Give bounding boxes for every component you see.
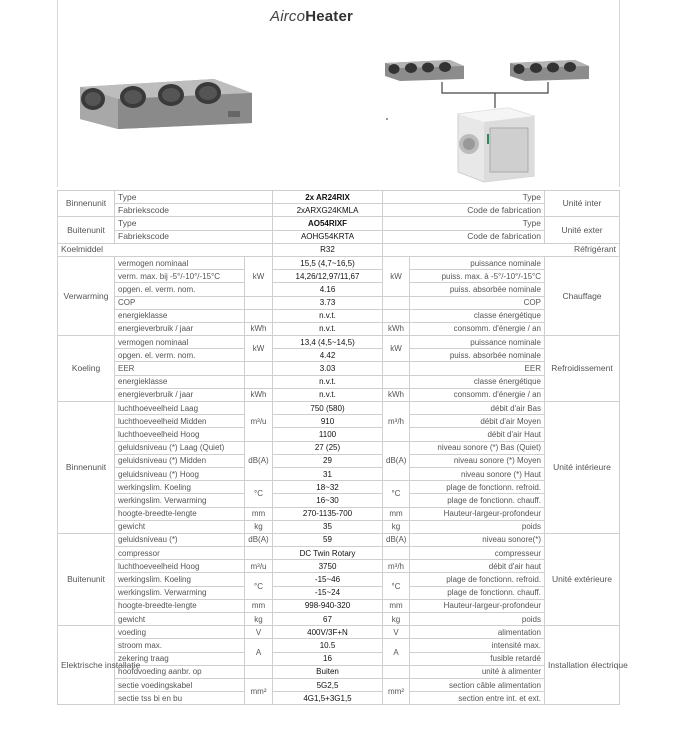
section-label-nl: Buitenunit [58,217,115,243]
image-caption-dot [386,118,388,120]
unit-nl: mm [245,507,273,520]
unit-nl: A [245,639,273,665]
table-row [58,375,620,388]
row-label-fr: poids [410,520,545,533]
row-label-fr: débit d'air Moyen [410,415,545,428]
unit-fr: kWh [383,388,410,401]
row-label-fr: consomm. d'énergie / an [410,388,545,401]
row-label-nl: hoogte-breedte-lengte [115,599,245,612]
unit-fr: dB(A) [383,533,410,546]
unit-fr [383,547,410,560]
row-label-fr: Type [383,191,545,204]
row-value: 29 [273,454,383,467]
unit-nl: mm² [245,678,273,704]
row-label-fr: COP [410,296,545,309]
row-label-fr: section entre int. et ext. [410,692,545,705]
table-row [58,336,620,349]
row-label-fr: débit d'air Bas [410,402,545,415]
row-label-nl: energieverbruik / jaar [115,388,245,401]
row-value: -15~24 [273,586,383,599]
unit-fr: kg [383,613,410,626]
row-value: 4G1,5+3G1,5 [273,692,383,705]
table-row [58,586,620,599]
row-label-fr: plage de fonctionn. refroid. [410,481,545,494]
row-label-nl: geluidsniveau (*) Midden [115,454,245,467]
row-label-fr: fusible retardé [410,652,545,665]
row-label-nl: Type [115,191,273,204]
refrigerant-label-nl: Koelmiddel [58,243,273,256]
unit-nl: kg [245,613,273,626]
row-label-nl: luchthoeveelheid Hoog [115,428,245,441]
row-label-nl: EER [115,362,245,375]
unit-fr: °C [383,481,410,507]
row-label-fr: consomm. d'énergie / an [410,322,545,335]
row-value: 2x AR24RIX [273,191,383,204]
unit-nl: dB(A) [245,441,273,481]
section-label-fr: Unité extérieure [545,533,620,625]
unit-fr: m³/h [383,402,410,442]
unit-fr: kW [383,336,410,362]
row-label-fr: plage de fonctionn. chauff. [410,586,545,599]
row-value: 59 [273,533,383,546]
row-value: 67 [273,613,383,626]
row-label-nl: geluidsniveau (*) [115,533,245,546]
table-row [58,547,620,560]
table-row [58,441,620,454]
table-row [58,454,620,467]
unit-nl [245,296,273,309]
unit-nl [245,547,273,560]
table-row [58,362,620,375]
row-value: 3750 [273,560,383,573]
table-row [58,533,620,546]
unit-fr: kWh [383,322,410,335]
table-row [58,309,620,322]
section-label-fr: Unité intérieure [545,402,620,534]
row-label-nl: werkingslim. Verwarming [115,494,245,507]
row-label-fr: Code de fabrication [383,230,545,243]
row-label-fr: puiss. absorbée nominale [410,349,545,362]
row-label-nl: energieverbruik / jaar [115,322,245,335]
unit-nl [245,309,273,322]
row-value: 750 (580) [273,402,383,415]
row-label-fr: débit d'air Haut [410,428,545,441]
unit-nl [245,375,273,388]
row-label-nl: voeding [115,626,245,639]
table-row [58,428,620,441]
unit-nl [245,362,273,375]
unit-nl: °C [245,481,273,507]
table-row [58,481,620,494]
row-value: 1100 [273,428,383,441]
row-label-nl: zekering traag [115,652,245,665]
row-label-nl: luchthoeveelheid Laag [115,402,245,415]
table-row [58,520,620,533]
unit-nl: kW [245,256,273,296]
row-label-nl: verm. max. bij -5°/-10°/-15°C [115,270,245,283]
row-label-fr: niveau sonore (*) Haut [410,467,545,480]
row-label-nl: gewicht [115,613,245,626]
section-label-nl: Elektrische installatie [58,626,115,705]
table-row [58,678,620,691]
section-label-nl: Verwarming [58,256,115,335]
row-label-fr: intensité max. [410,639,545,652]
table-row [58,283,620,296]
table-row [58,270,620,283]
table-row [58,217,620,230]
table-row [58,692,620,705]
table-row [58,402,620,415]
unit-nl [245,665,273,678]
row-value: 31 [273,467,383,480]
row-label-fr: niveau sonore (*) Moyen [410,454,545,467]
row-label-nl: energieklasse [115,375,245,388]
row-value: 13,4 (4,5~14,5) [273,336,383,349]
row-value: 998-940-320 [273,599,383,612]
row-value: AO54RIXF [273,217,383,230]
row-label-nl: geluidsniveau (*) Laag (Quiet) [115,441,245,454]
row-label-fr: classe énergétique [410,309,545,322]
unit-fr: mm² [383,678,410,704]
row-value: 27 (25) [273,441,383,454]
row-label-nl: luchthoeveelheid Midden [115,415,245,428]
row-value: 400V/3F+N [273,626,383,639]
row-label-fr: Hauteur-largeur-profondeur [410,507,545,520]
unit-fr: dB(A) [383,441,410,481]
row-label-fr: puissance nominale [410,256,545,269]
row-value: -15~46 [273,573,383,586]
unit-fr: kg [383,520,410,533]
table-row [58,613,620,626]
row-label-nl: geluidsniveau (*) Hoog [115,467,245,480]
unit-nl: dB(A) [245,533,273,546]
row-value: 2xARXG24KMLA [273,204,383,217]
row-label-fr: EER [410,362,545,375]
spec-table [57,190,628,705]
row-label-nl: energieklasse [115,309,245,322]
row-label-nl: hoofdvoeding aanbr. op [115,665,245,678]
unit-fr: m³/h [383,560,410,573]
row-label-nl: vermogen nominaal [115,256,245,269]
unit-fr: V [383,626,410,639]
brand-logo-part1: Airco [270,8,306,25]
section-label-nl: Binnenunit [58,402,115,534]
row-value: 3.03 [273,362,383,375]
ducted-indoor-unit-small-1-image [384,58,466,82]
unit-nl: V [245,626,273,639]
table-row [58,573,620,586]
table-row [58,467,620,480]
row-value: 3.73 [273,296,383,309]
row-value: 4.16 [273,283,383,296]
refrigerant-value: R32 [273,243,383,256]
row-label-nl: werkingslim. Koeling [115,481,245,494]
row-label-fr: compresseur [410,547,545,560]
row-value: n.v.t. [273,375,383,388]
section-label-nl: Buitenunit [58,533,115,625]
row-value: 16~30 [273,494,383,507]
unit-nl: kWh [245,322,273,335]
row-label-fr: plage de fonctionn. chauff. [410,494,545,507]
section-label-fr: Unité exter [545,217,620,243]
row-value: n.v.t. [273,309,383,322]
unit-fr: A [383,639,410,665]
row-label-fr: niveau sonore(*) [410,533,545,546]
section-label-fr: Chauffage [545,256,620,335]
row-label-fr: Type [383,217,545,230]
row-label-fr: Code de fabrication [383,204,545,217]
table-row [58,415,620,428]
table-row [58,665,620,678]
row-label-nl: compressor [115,547,245,560]
row-label-nl: sectie tss bi en bu [115,692,245,705]
row-value: 4.42 [273,349,383,362]
refrigerant-row [58,243,620,256]
row-value: DC Twin Rotary [273,547,383,560]
unit-fr: °C [383,573,410,599]
unit-nl: kg [245,520,273,533]
brand-logo [270,8,353,25]
section-label-nl: Binnenunit [58,191,115,217]
row-label-nl: werkingslim. Verwarming [115,586,245,599]
row-value: 35 [273,520,383,533]
row-label-nl: Fabriekscode [115,204,273,217]
ducted-indoor-unit-image [78,75,254,131]
section-label-fr: Unité inter [545,191,620,217]
row-value: n.v.t. [273,322,383,335]
row-label-nl: COP [115,296,245,309]
table-row [58,349,620,362]
row-label-fr: plage de fonctionn. refroid. [410,573,545,586]
row-label-fr: niveau sonore (*) Bas (Quiet) [410,441,545,454]
row-label-fr: poids [410,613,545,626]
row-label-fr: classe énergétique [410,375,545,388]
row-label-fr: section câble alimentation [410,678,545,691]
row-label-fr: Hauteur-largeur-profondeur [410,599,545,612]
row-label-fr: puiss. max. à -5°/-10°/-15°C [410,270,545,283]
unit-fr [383,309,410,322]
unit-nl: kW [245,336,273,362]
unit-fr [383,665,410,678]
unit-fr: mm [383,507,410,520]
section-label-nl: Koeling [58,336,115,402]
unit-nl: mm [245,599,273,612]
row-value: 16 [273,652,383,665]
row-label-nl: Fabriekscode [115,230,273,243]
table-row [58,494,620,507]
unit-fr [383,375,410,388]
row-label-nl: opgen. el. verm. nom. [115,283,245,296]
row-label-nl: werkingslim. Koeling [115,573,245,586]
unit-nl: m³/u [245,560,273,573]
row-value: 270-1135-700 [273,507,383,520]
row-value: 5G2,5 [273,678,383,691]
unit-nl: kWh [245,388,273,401]
unit-nl: °C [245,573,273,599]
row-label-nl: Type [115,217,273,230]
table-row [58,599,620,612]
table-row [58,256,620,269]
table-row [58,322,620,335]
unit-fr: mm [383,599,410,612]
row-label-nl: stroom max. [115,639,245,652]
row-value: AOHG54KRTA [273,230,383,243]
row-label-fr: alimentation [410,626,545,639]
ducted-indoor-unit-small-2-image [509,58,591,82]
section-label-fr: Refroidissement [545,336,620,402]
table-row [58,388,620,401]
table-row [58,230,620,243]
table-row [58,639,620,652]
table-row [58,204,620,217]
unit-fr: kW [383,256,410,296]
row-value: n.v.t. [273,388,383,401]
table-row [58,652,620,665]
outdoor-unit-image [454,106,536,184]
table-row [58,507,620,520]
row-value: 18~32 [273,481,383,494]
table-row [58,626,620,639]
table-row [58,560,620,573]
row-label-fr: unité à alimenter [410,665,545,678]
row-label-fr: débit d'air haut [410,560,545,573]
table-row [58,296,620,309]
table-row [58,191,620,204]
row-value: 15,5 (4,7~16,5) [273,256,383,269]
row-label-nl: luchthoeveelheid Hoog [115,560,245,573]
refrigerant-label-fr: Réfrigérant [383,243,620,256]
row-label-fr: puissance nominale [410,336,545,349]
row-label-nl: opgen. el. verm. nom. [115,349,245,362]
unit-fr [383,296,410,309]
row-label-nl: gewicht [115,520,245,533]
row-value: 10.5 [273,639,383,652]
unit-fr [383,362,410,375]
unit-nl: m³/u [245,402,273,442]
row-label-nl: hoogte-breedte-lengte [115,507,245,520]
row-label-fr: puiss. absorbée nominale [410,283,545,296]
row-value: Buiten [273,665,383,678]
section-label-fr: Installation électrique [545,626,620,705]
row-label-nl: vermogen nominaal [115,336,245,349]
row-label-nl: sectie voedingskabel [115,678,245,691]
row-value: 910 [273,415,383,428]
brand-logo-part2: Heater [305,8,354,25]
row-value: 14,26/12,97/11,67 [273,270,383,283]
